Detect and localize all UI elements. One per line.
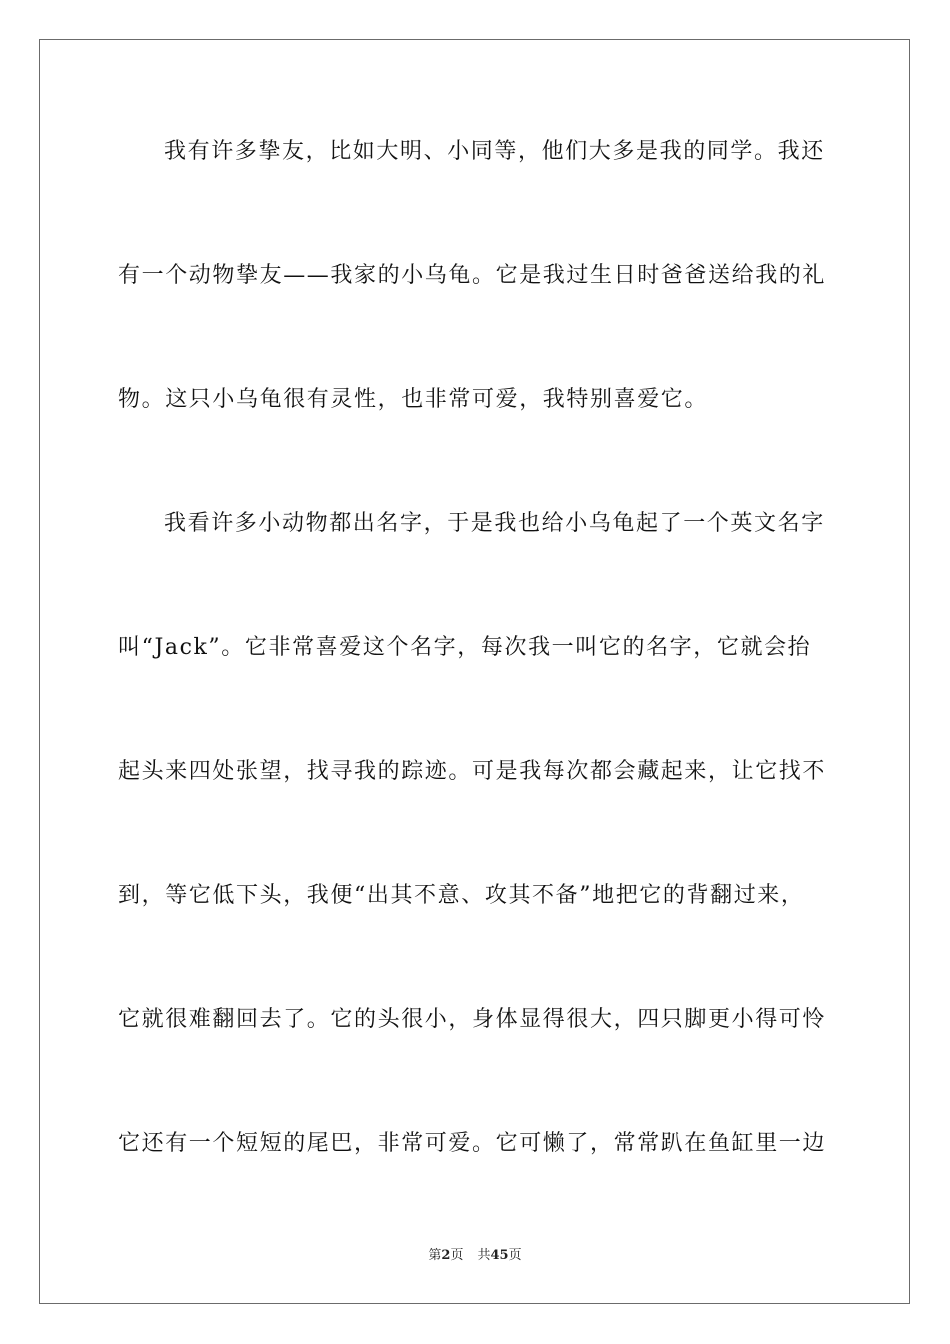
paragraph-2-line-6: 它还有一个短短的尾巴，非常可爱。它可懒了，常常趴在鱼缸里一边 bbox=[118, 1131, 827, 1156]
paragraph-2-line-2: 叫“Jack”。它非常喜爱这个名字，每次我一叫它的名字，它就会抬 bbox=[118, 635, 812, 660]
paragraph-2-line-5: 它就很难翻回去了。它的头很小，身体显得很大，四只脚更小得可怜 bbox=[118, 1007, 827, 1032]
footer-page-prefix: 第 bbox=[428, 1248, 442, 1263]
paragraph-2-line-4: 到，等它低下头，我便“出其不意、攻其不备”地把它的背翻过来， bbox=[118, 883, 805, 908]
paragraph-2-line-3: 起头来四处张望，找寻我的踪迹。可是我每次都会藏起来，让它找不 bbox=[118, 759, 827, 784]
paragraph-1-line-3: 物。这只小乌龟很有灵性，也非常可爱，我特别喜爱它。 bbox=[118, 387, 709, 412]
footer-page-number: 2 bbox=[441, 1248, 451, 1263]
footer-total-suffix: 页 bbox=[508, 1248, 522, 1263]
paragraph-1-line-2: 有一个动物挚友——我家的小乌龟。它是我过生日时爸爸送给我的礼 bbox=[118, 263, 827, 288]
footer-total-prefix: 共 bbox=[477, 1248, 491, 1263]
page-border bbox=[39, 39, 910, 1304]
footer-page-suffix: 页 bbox=[450, 1248, 464, 1263]
footer-total-pages: 45 bbox=[490, 1248, 509, 1263]
paragraph-1-line-1: 我有许多挚友，比如大明、小同等，他们大多是我的同学。我还 bbox=[164, 139, 825, 164]
paragraph-2-line-1: 我看许多小动物都出名字，于是我也给小乌龟起了一个英文名字 bbox=[164, 511, 825, 536]
page-footer bbox=[0, 1247, 950, 1265]
